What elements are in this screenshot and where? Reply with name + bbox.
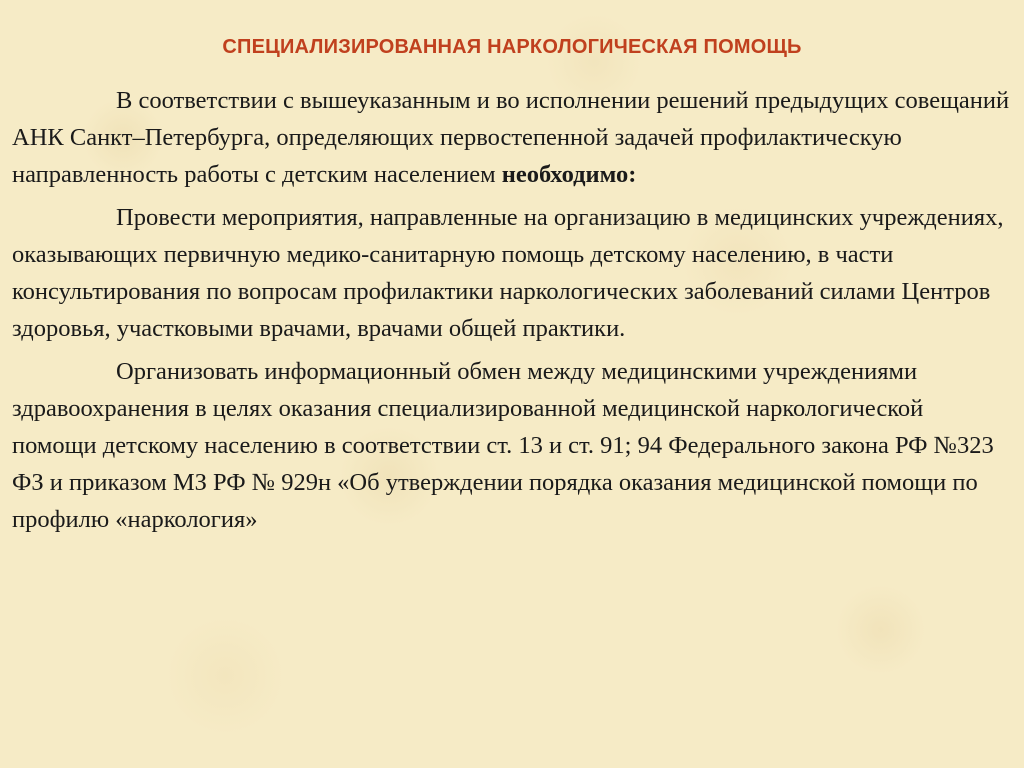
paragraph-3 <box>12 353 1012 538</box>
slide-body <box>12 82 1012 544</box>
paragraph-3-text: Организовать информационный обмен между медицинскими учреждениями здравоохранения в целях оказания специализированной медицинской наркологической помощи детскому населению в соответствии ст. 13 и ст. 91; 94 Федерального закона РФ №323 ФЗ и приказом МЗ РФ № 929н «Об утверждении порядка оказания медицинской помощи по профилю «наркология» <box>12 358 994 533</box>
slide-title: СПЕЦИАЛИЗИРОВАННАЯ НАРКОЛОГИЧЕСКАЯ ПОМОЩЬ <box>222 36 802 58</box>
paragraph-1-text: В соответствии с вышеуказанным и во исполнении решений предыдущих совещаний АНК Санкт–Петербурга, определяющих первостепенной задачей профилактическую направленность работы с детским населением <box>12 87 1010 188</box>
paragraph-1 <box>12 82 1012 193</box>
paragraph-2-text: Провести мероприятия, направленные на организацию в медицинских учреждениях, оказывающих первичную медико-санитарную помощь детскому населению, в части консультирования по вопросам профилактики наркологических заболеваний силами Центров здоровья, участковыми врачами, врачами общей практики. <box>12 204 1004 342</box>
paragraph-2 <box>12 199 1012 347</box>
paragraph-1-emphasis: необходимо: <box>501 161 637 188</box>
